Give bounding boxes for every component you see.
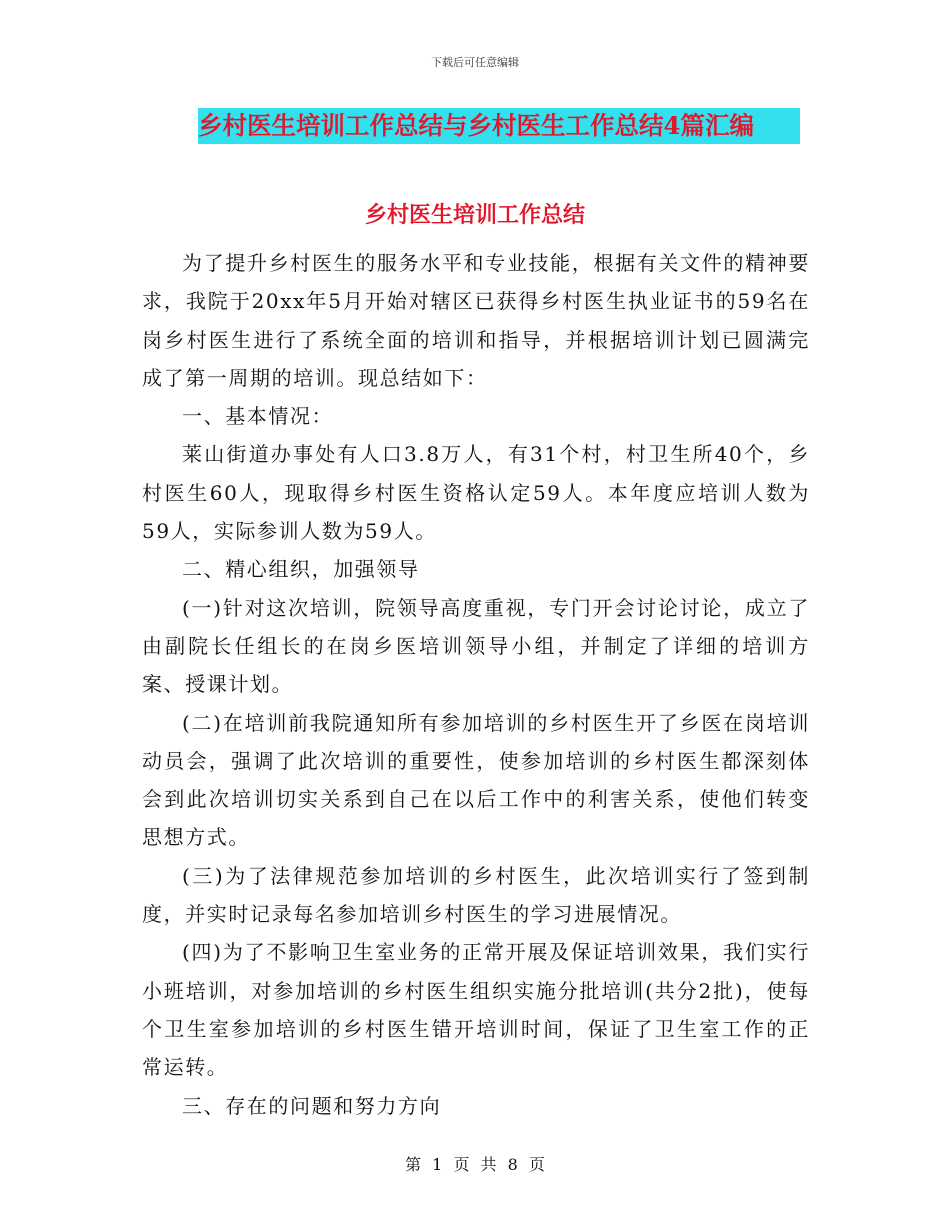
document-title: 乡村医生培训工作总结与乡村医生工作总结4篇汇编: [198, 108, 800, 144]
header-note: 下载后可任意编辑: [431, 56, 519, 69]
paragraph-intro: 为了提升乡村医生的服务水平和专业技能，根据有关文件的精神要求，我院于20xx年5月开始对辖区已获得乡村医生执业证书的59名在岗乡村医生进行了系统全面的培训和指导，并根据培训计划已圆满完成了第一周期的培训。现总结如下：: [142, 251, 810, 390]
paragraph-item-1: (一)针对这次培训，院领导高度重视，专门开会讨论讨论，成立了由副院长任组长的在岗乡医培训领导小组，并制定了详细的培训方案、授课计划。: [142, 595, 810, 697]
heading-basic-situation: 一、基本情况：: [182, 404, 334, 429]
heading-organization: 二、精心组织，加强领导: [182, 557, 420, 582]
paragraph-basic-situation: 莱山街道办事处有人口3.8万人，有31个村，村卫生所40个，乡村医生60人，现取得乡村医生资格认定59人。本年度应培训人数为59人，实际参训人数为59人。: [142, 442, 810, 544]
page-number: 第 1 页 共 8 页: [405, 1155, 545, 1174]
paragraph-item-4: (四)为了不影响卫生室业务的正常开展及保证培训效果，我们实行小班培训，对参加培训的乡村医生组织实施分批培训(共分2批)，使每个卫生室参加培训的乡村医生错开培训时间，保证了卫生室工作的正常运转。: [142, 940, 810, 1080]
heading-problems: 三、存在的问题和努力方向: [182, 1093, 442, 1118]
section-title: 乡村医生培训工作总结: [364, 202, 585, 228]
paragraph-item-2: (二)在培训前我院通知所有参加培训的乡村医生开了乡医在岗培训动员会，强调了此次培训的重要性，使参加培训的乡村医生都深刻体会到此次培训切实关系到自己在以后工作中的利害关系，使他们转变思想方式。: [142, 710, 810, 850]
document-body: [142, 244, 810, 1125]
paragraph-item-3: (三)为了法律规范参加培训的乡村医生，此次培训实行了签到制度，并实时记录每名参加培训乡村医生的学习进展情况。: [142, 863, 810, 927]
